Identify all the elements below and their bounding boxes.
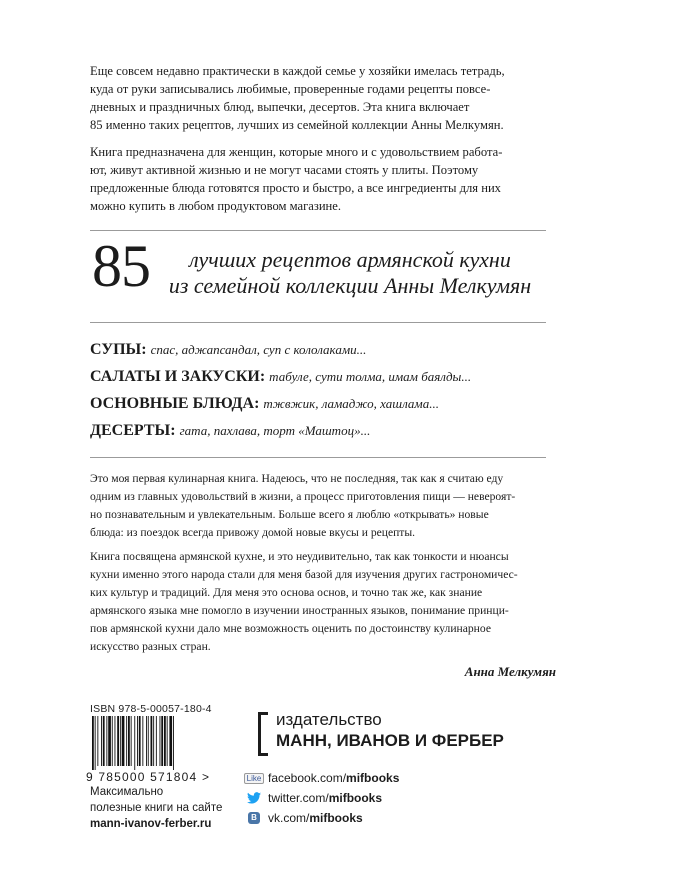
- category-soups: [90, 340, 366, 360]
- text-line: 85 именно таких рецептов, лучших из семейной коллекции Анны Мелкумян.: [90, 118, 504, 132]
- text-line: блюда: из поездок всегда привожу домой новые вкусы и рецепты.: [90, 526, 416, 539]
- social-prefix: twitter.com/: [268, 791, 329, 805]
- author-paragraph-1: [90, 470, 556, 542]
- barcode-bar: [148, 716, 149, 766]
- barcode-bar: [128, 716, 130, 766]
- barcode-bar: [92, 716, 94, 770]
- barcode-bar: [173, 716, 174, 770]
- barcode-bar: [151, 716, 153, 766]
- twitter-link[interactable]: [240, 790, 382, 806]
- recipe-count-number: 85: [92, 233, 150, 299]
- barcode-bar: [117, 716, 119, 766]
- intro-paragraph-1: [90, 62, 556, 134]
- barcode-bar: [108, 716, 111, 766]
- social-prefix: vk.com/: [268, 811, 310, 825]
- text-line: Книга предназначена для женщин, которые много и с удовольствием работа-: [90, 145, 503, 159]
- barcode-bar: [169, 716, 172, 766]
- publisher-bracket-logo: [258, 712, 268, 756]
- twitter-bird-svg: [247, 792, 261, 804]
- barcode-bar: [103, 716, 105, 766]
- social-handle: mifbooks: [328, 791, 383, 805]
- barcode-bar: [126, 716, 127, 766]
- text-line: но познавательным и увлекательным. Больше всего я люблю «открывать» новые: [90, 508, 489, 521]
- facebook-link[interactable]: [240, 770, 399, 786]
- headline-title: [160, 247, 540, 299]
- barcode-bar: [112, 716, 113, 766]
- intro-paragraph-2: [90, 143, 556, 215]
- divider-middle: [90, 322, 546, 323]
- headline-line-1: лучших рецептов армянской кухни: [189, 247, 511, 272]
- barcode-bar: [115, 716, 116, 766]
- text-line: одним из главных удовольствий в жизни, а процесс приготовления пищи — невероят-: [90, 490, 516, 503]
- barcode-bar: [139, 716, 141, 766]
- text-line: предложенные блюда готовятся просто и быстро, а все ингредиенты для них: [90, 181, 501, 195]
- divider-top: [90, 230, 546, 231]
- category-name: СУПЫ:: [90, 341, 147, 358]
- headline-line-2: из семейной коллекции Анны Мелкумян: [168, 273, 532, 298]
- facebook-like-icon: [240, 773, 268, 784]
- text-line: Еще совсем недавно практически в каждой семье у хозяйки имелась тетрадь,: [90, 64, 505, 78]
- vk-link[interactable]: [240, 810, 363, 826]
- publisher-name: МАНН, ИВАНОВ И ФЕРБЕР: [276, 731, 504, 750]
- vk-icon-text: B: [248, 812, 260, 824]
- barcode-bar: [120, 716, 121, 766]
- divider-bottom: [90, 457, 546, 458]
- like-icon-text: Like: [244, 773, 265, 784]
- website-link[interactable]: mann-ivanov-ferber.ru: [90, 818, 212, 830]
- social-handle: mifbooks: [346, 771, 400, 785]
- text-line: Это моя первая кулинарная книга. Надеюсь, что не последняя, так как я считаю еду: [90, 472, 504, 485]
- category-items: тжвжик, ламаджо, хашлама...: [263, 396, 439, 411]
- text-line: ют, живут активной жизнью и не могут часами стоять у плиты. Поэтому: [90, 163, 479, 177]
- barcode-bar: [131, 716, 132, 766]
- barcode-bar: [164, 716, 166, 766]
- category-salads: [90, 367, 471, 387]
- barcode-image: [90, 716, 198, 770]
- category-items: гата, пахлава, торт «Маштоц»...: [179, 423, 371, 438]
- author-paragraph-2: [90, 548, 556, 656]
- category-name: САЛАТЫ И ЗАКУСКИ:: [90, 368, 266, 385]
- text-line: дневных и праздничных блюд, выпечки, десертов. Эта книга включает: [90, 100, 470, 114]
- barcode-bar: [95, 716, 96, 770]
- barcode-bar: [137, 716, 138, 766]
- publisher-label: издательство: [276, 710, 382, 729]
- barcode-bar: [153, 716, 154, 766]
- barcode-bar: [134, 716, 135, 770]
- category-main-dishes: [90, 394, 439, 414]
- barcode-bar: [97, 716, 98, 766]
- barcode-bar: [160, 716, 161, 766]
- barcode-bar: [146, 716, 147, 766]
- text-line: ких культур и традиций. Для меня это основа основ, и точно так же, как знание: [90, 586, 483, 599]
- promo-line-1: Максимально: [90, 786, 164, 798]
- text-line: Книга посвящена армянской кухне, и это неудивительно, так как тонкости и нюансы: [90, 550, 509, 563]
- text-line: куда от руки записывались любимые, проверенные годами рецепты повсе-: [90, 82, 491, 96]
- barcode-bar: [122, 716, 125, 766]
- barcode-bar: [106, 716, 107, 766]
- text-line: армянского языка мне помогло в изучении иностранных языков, понимание принци-: [90, 604, 509, 617]
- promo-line-2: полезные книги на сайте: [90, 802, 223, 814]
- vk-icon: [240, 812, 268, 824]
- barcode-bar: [156, 716, 157, 766]
- author-signature: Анна Мелкумян: [464, 664, 556, 679]
- social-prefix: facebook.com/: [268, 771, 347, 785]
- barcode-bar: [167, 716, 168, 766]
- twitter-bird-icon: [240, 792, 268, 804]
- barcode-bar: [142, 716, 143, 766]
- category-items: табуле, сути толма, имам баялды...: [269, 369, 472, 384]
- text-line: пов армянской кухни дало мне возможность оценить по достоинству кулинарное: [90, 622, 491, 635]
- website-promo: [90, 784, 222, 832]
- category-name: ДЕСЕРТЫ:: [90, 422, 176, 439]
- barcode-bar: [161, 716, 163, 766]
- barcode-digits: 9 785000 571804 >: [86, 770, 211, 784]
- text-line: можно купить в любом продуктовом магазине.: [90, 199, 342, 213]
- barcode-bar: [101, 716, 102, 766]
- category-desserts: [90, 421, 370, 441]
- isbn-label: ISBN 978-5-00057-180-4: [90, 703, 212, 715]
- category-items: спас, аджапсандал, суп с кололаками...: [150, 342, 367, 357]
- text-line: искусство разных стран.: [90, 640, 211, 653]
- social-handle: mifbooks: [309, 811, 363, 825]
- category-name: ОСНОВНЫЕ БЛЮДА:: [90, 395, 260, 412]
- text-line: кухни именно этого народа стали для меня базой для изучения других гастрономичес-: [90, 568, 518, 581]
